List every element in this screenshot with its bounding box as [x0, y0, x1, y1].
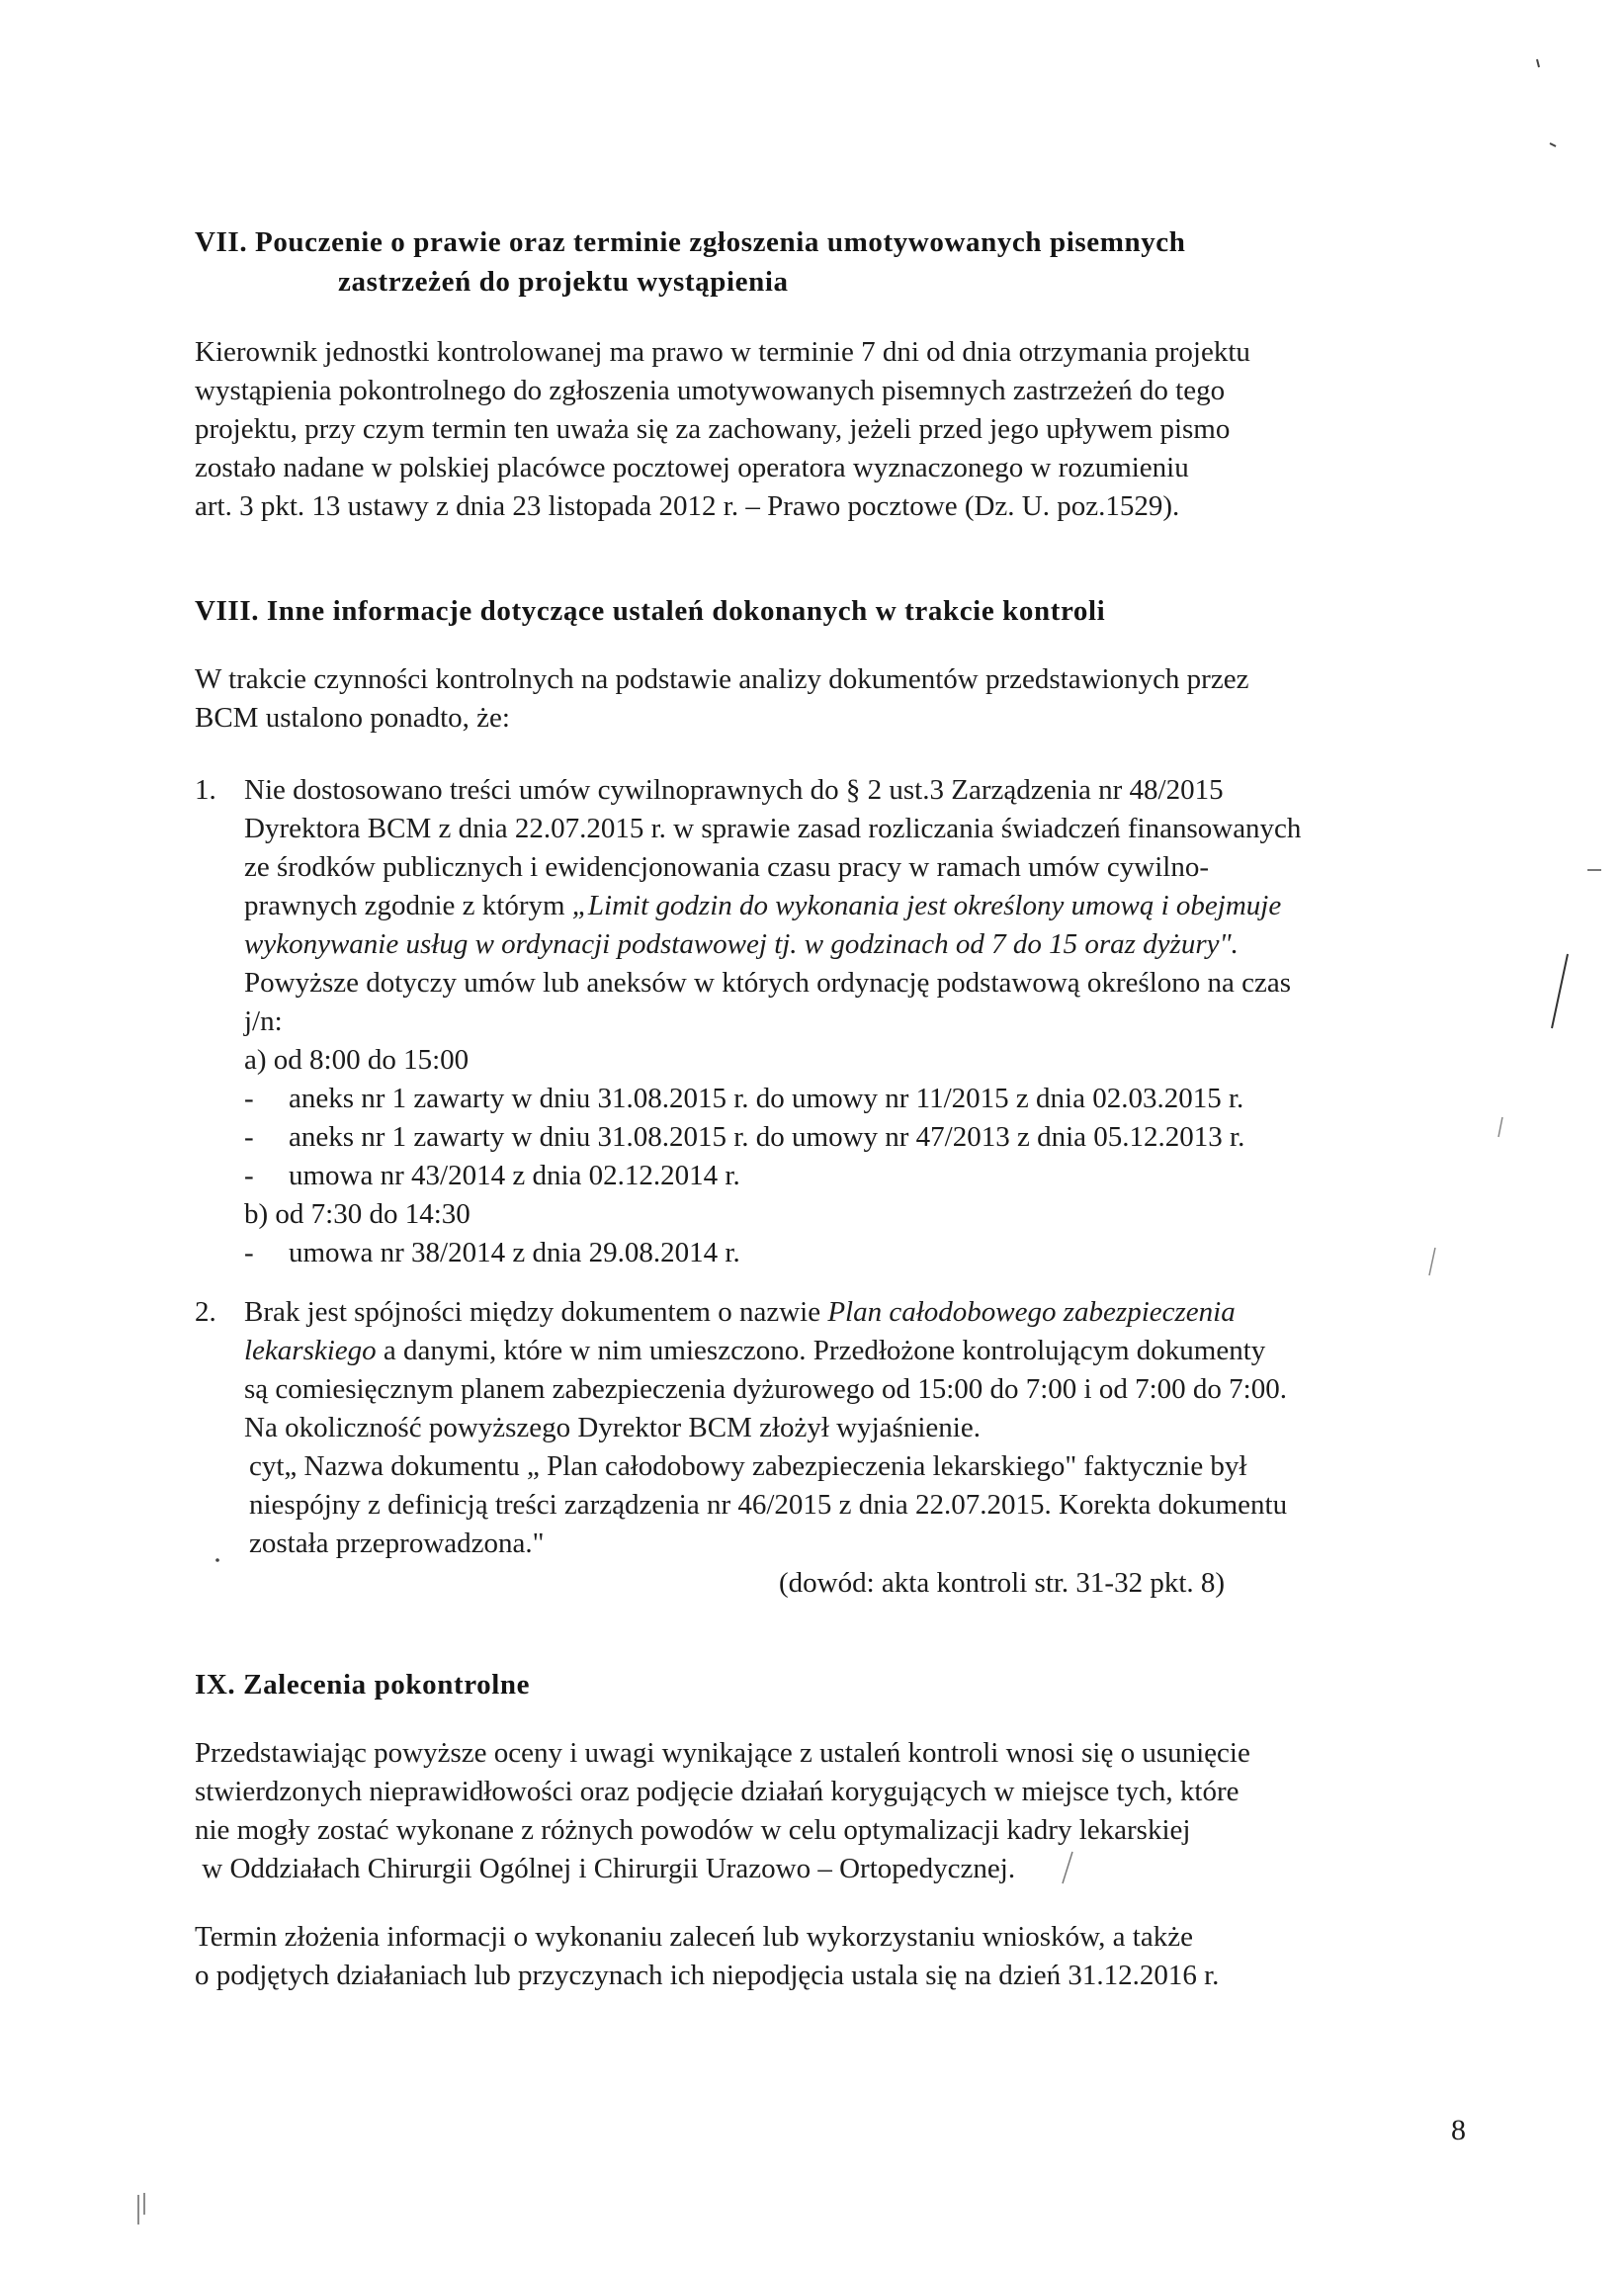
text-line: stwierdzonych nieprawidłowości oraz podjęcie działań korygujących w miejsce tych, które [195, 1776, 1239, 1807]
item-2-number: 2. [195, 1296, 216, 1328]
document-title-italic: lekarskiego [244, 1335, 377, 1366]
text-plain: a danymi, które w nim umieszczono. Przedłożone kontrolującym dokumenty [376, 1335, 1266, 1366]
list-item: aneks nr 1 zawarty w dniu 31.08.2015 r. do umowy nr 11/2015 z dnia 02.03.2015 r. [289, 1083, 1244, 1114]
item-1-number: 1. [195, 774, 216, 806]
sub-item-b: b) od 7:30 do 14:30 [244, 1198, 470, 1230]
text-line: niespójny z definicją treści zarządzenia nr 46/2015 z dnia 22.07.2015. Korekta dokumentu [249, 1489, 1288, 1521]
text-line: cyt„ Nazwa dokumentu „ Plan całodobowy zabezpieczenia lekarskiego" faktycznie był [249, 1450, 1247, 1482]
text-line: art. 3 pkt. 13 ustawy z dnia 23 listopada 2012 r. – Prawo pocztowe (Dz. U. poz.1529). [195, 490, 1180, 522]
evidence-note: (dowód: akta kontroli str. 31-32 pkt. 8) [779, 1567, 1226, 1599]
text-line: ze środków publicznych i ewidencjonowania czasu pracy w ramach umów cywilno- [244, 851, 1209, 883]
text-line: nie mogły zostać wykonane z różnych powodów w celu optymalizacji kadry lekarskiej [195, 1814, 1191, 1846]
section-8-heading: VIII. Inne informacje dotyczące ustaleń dokonanych w trakcie kontroli [195, 595, 1106, 627]
section-9-heading: IX. Zalecenia pokontrolne [195, 1669, 531, 1701]
text-line: są comiesięcznym planem zabezpieczenia dyżurowego od 15:00 do 7:00 i od 7:00 do 7:00. [244, 1373, 1287, 1405]
text-line: Kierownik jednostki kontrolowanej ma prawo w terminie 7 dni od dnia otrzymania projektu [195, 336, 1250, 368]
text-line: w Oddziałach Chirurgii Ogólnej i Chirurgii Urazowo – Ortopedycznej. [195, 1853, 1016, 1884]
dash-marker: - [244, 1237, 254, 1268]
scan-mark [1537, 59, 1539, 67]
text-line: BCM ustalono ponadto, że: [195, 702, 510, 734]
text-line: o podjętych działaniach lub przyczynach ich niepodjęcia ustala się na dzień 31.12.2016 r. [195, 1960, 1220, 1991]
dash-marker: - [244, 1121, 254, 1153]
sub-item-a: a) od 8:00 do 15:00 [244, 1044, 470, 1076]
section-7-heading-line1: VII. Pouczenie o prawie oraz terminie zgłoszenia umotywowanych pisemnych [195, 226, 1186, 258]
scan-mark [1550, 143, 1556, 146]
text-line: Przedstawiając powyższe oceny i uwagi wynikające z ustaleń kontroli wnosi się o usunięcie [195, 1737, 1250, 1769]
text-plain: Brak jest spójności między dokumentem o nazwie [244, 1296, 828, 1328]
text-line: Na okoliczność powyższego Dyrektor BCM złożył wyjaśnienie. [244, 1412, 981, 1443]
section-7-heading-line2: zastrzeżeń do projektu wystąpienia [338, 266, 789, 298]
text-line: projektu, przy czym termin ten uważa się za zachowany, jeżeli przed jego upływem pismo [195, 413, 1231, 445]
dash-marker: - [244, 1160, 254, 1191]
scan-mark [1063, 1852, 1072, 1883]
text-line: zostało nadane w polskiej placówce pocztowej operatora wyznaczonego w rozumieniu [195, 452, 1189, 483]
text-line: Dyrektora BCM z dnia 22.07.2015 r. w sprawie zasad rozliczania świadczeń finansowanych [244, 813, 1302, 844]
document-title-italic: Plan całodobowego zabezpieczenia [827, 1296, 1236, 1328]
text-line: Termin złożenia informacji o wykonaniu zaleceń lub wykorzystaniu wniosków, a także [195, 1921, 1193, 1953]
list-item: umowa nr 38/2014 z dnia 29.08.2014 r. [289, 1237, 740, 1268]
text-line: została przeprowadzona." [249, 1527, 545, 1559]
text-line: j/n: [244, 1005, 283, 1037]
list-item: umowa nr 43/2014 z dnia 02.12.2014 r. [289, 1160, 740, 1191]
scan-dot [215, 1558, 219, 1562]
scan-mark [1498, 1117, 1502, 1137]
text-line: wystąpienia pokontrolnego do zgłoszenia umotywowanych pisemnych zastrzeżeń do tego [195, 375, 1226, 406]
pen-stroke [1552, 954, 1568, 1028]
page-number: 8 [1451, 2114, 1466, 2146]
quote-italic: wykonywanie usług w ordynacji podstawowej tj. w godzinach od 7 do 15 oraz dyżury". [244, 928, 1239, 960]
scan-mark [1429, 1248, 1435, 1275]
text-line: W trakcie czynności kontrolnych na podstawie analizy dokumentów przedstawionych przez [195, 663, 1249, 695]
dash-marker: - [244, 1083, 254, 1114]
quote-italic: „Limit godzin do wykonania jest określony umową i obejmuje [571, 890, 1282, 921]
text-plain: prawnych zgodnie z którym [244, 890, 572, 921]
text-line: Nie dostosowano treści umów cywilnoprawnych do § 2 ust.3 Zarządzenia nr 48/2015 [244, 774, 1224, 806]
list-item: aneks nr 1 zawarty w dniu 31.08.2015 r. do umowy nr 47/2013 z dnia 05.12.2013 r. [289, 1121, 1245, 1153]
text-line: Powyższe dotyczy umów lub aneksów w których ordynację podstawową określono na czas [244, 967, 1292, 999]
